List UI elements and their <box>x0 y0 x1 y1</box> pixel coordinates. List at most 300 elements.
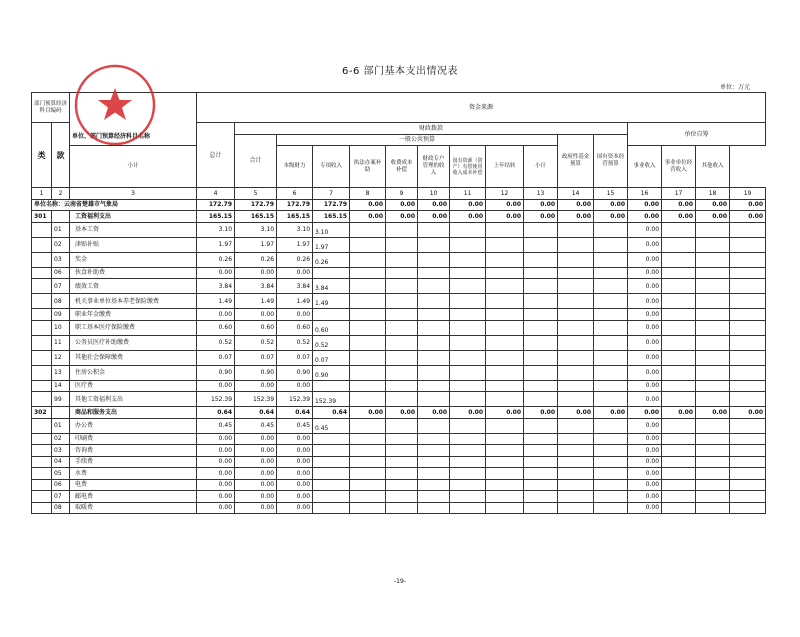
xiaoji-cell: 0.60 <box>277 320 313 335</box>
self-cell <box>730 479 766 491</box>
benji-cell-value: 0.52 <box>315 341 329 349</box>
fiscal-cell <box>524 309 558 321</box>
table-row <box>32 252 766 267</box>
item-name-cell: 伙食补助费 <box>70 267 197 279</box>
fiscal-cell <box>386 392 418 407</box>
fiscal-cell: 0.00 <box>418 211 450 223</box>
self-cell: 0.00 <box>730 407 766 419</box>
class-code-cell <box>32 479 52 491</box>
heji-cell: 0.52 <box>235 335 277 350</box>
self-cell <box>696 365 730 380</box>
item-name-cell: 取暖费 <box>70 502 197 514</box>
xiaoji-cell: 0.26 <box>277 252 313 267</box>
column-number: 1 <box>32 188 52 200</box>
fiscal-cell <box>418 237 450 252</box>
fiscal-cell <box>594 365 628 380</box>
benji-cell <box>313 267 350 279</box>
fiscal-cell <box>450 252 486 267</box>
table-row <box>32 350 766 365</box>
fiscal-cell <box>524 320 558 335</box>
self-cell <box>662 392 696 407</box>
self-xiaoji-cell: 0.00 <box>628 320 662 335</box>
xiaoji-cell: 0.90 <box>277 365 313 380</box>
self-cell <box>730 222 766 237</box>
self-cell <box>730 320 766 335</box>
self-xiaoji-cell: 0.00 <box>628 491 662 503</box>
table-row <box>32 222 766 237</box>
class-code-cell <box>32 335 52 350</box>
fiscal-cell <box>524 294 558 309</box>
fiscal-cell <box>418 491 450 503</box>
xiaoji-cell: 0.00 <box>277 267 313 279</box>
fiscal-cell <box>418 335 450 350</box>
heji-cell: 1.97 <box>235 237 277 252</box>
fiscal-cell <box>450 279 486 294</box>
self-cell <box>662 294 696 309</box>
fiscal-cell <box>386 309 418 321</box>
self-cell <box>730 418 766 433</box>
fiscal-cell <box>594 418 628 433</box>
fiscal-cell: 0.00 <box>594 407 628 419</box>
self-cell <box>696 335 730 350</box>
fiscal-cell <box>486 433 524 445</box>
fiscal-cell <box>350 335 386 350</box>
self-cell <box>730 502 766 514</box>
benji-cell <box>313 456 350 468</box>
item-code-cell: 14 <box>52 380 70 392</box>
fiscal-cell <box>524 479 558 491</box>
self-xiaoji-cell: 0.00 <box>628 456 662 468</box>
total-cell: 0.00 <box>197 491 235 503</box>
table-row <box>32 294 766 309</box>
self-cell <box>730 252 766 267</box>
code-block-header: 部门预算经济科目编码 <box>32 93 70 123</box>
column-number: 10 <box>418 188 450 200</box>
fiscal-cell: 0.00 <box>486 407 524 419</box>
item-code-cell: 08 <box>52 502 70 514</box>
item-code-cell: 03 <box>52 445 70 457</box>
self-xiaoji-cell: 0.00 <box>628 479 662 491</box>
fiscal-cell <box>450 309 486 321</box>
fiscal-cell <box>450 237 486 252</box>
self-xiaoji-cell: 0.00 <box>628 222 662 237</box>
self-cell <box>696 279 730 294</box>
self-cell <box>662 468 696 480</box>
fiscal-cell <box>558 222 594 237</box>
fiscal-cell <box>350 491 386 503</box>
fiscal-cell <box>558 320 594 335</box>
benji-cell <box>313 237 350 252</box>
self-cell <box>662 456 696 468</box>
fiscal-cell <box>450 456 486 468</box>
self-cell <box>696 502 730 514</box>
fiscal-cell <box>450 502 486 514</box>
fiscal-cell <box>350 418 386 433</box>
fiscal-cell <box>524 365 558 380</box>
item-code-cell: 05 <box>52 468 70 480</box>
self-cell <box>696 320 730 335</box>
funding-source-header: 资金来源 <box>197 93 766 123</box>
item-code-cell: 01 <box>52 222 70 237</box>
fiscal-cell <box>594 380 628 392</box>
benji-cell <box>313 365 350 380</box>
fiscal-cell <box>594 294 628 309</box>
col-state-capital-header: 国有资本经营预算 <box>594 134 628 188</box>
self-cell <box>730 267 766 279</box>
total-cell: 3.84 <box>197 279 235 294</box>
class-code-cell <box>32 433 52 445</box>
self-cell <box>662 502 696 514</box>
class-code-cell <box>32 418 52 433</box>
fiscal-cell: 0.00 <box>418 407 450 419</box>
self-cell <box>662 479 696 491</box>
fiscal-cell <box>450 350 486 365</box>
benji-cell <box>313 392 350 407</box>
fiscal-cell <box>450 418 486 433</box>
total-cell: 0.00 <box>197 445 235 457</box>
xiaoji-cell: 0.00 <box>277 380 313 392</box>
self-cell <box>696 309 730 321</box>
total-cell: 172.79 <box>197 199 235 211</box>
fiscal-cell <box>450 468 486 480</box>
table-row <box>32 199 766 211</box>
total-cell: 0.64 <box>197 407 235 419</box>
item-name-cell: 办公费 <box>70 418 197 433</box>
total-cell: 0.00 <box>197 380 235 392</box>
item-name-cell: 职工基本医疗保险缴费 <box>70 320 197 335</box>
self-cell <box>662 491 696 503</box>
item-code-cell: 06 <box>52 479 70 491</box>
fiscal-cell <box>386 252 418 267</box>
fiscal-cell <box>486 418 524 433</box>
total-header: 总计 <box>197 123 235 188</box>
fiscal-cell <box>450 267 486 279</box>
item-name-cell: 商品和服务支出 <box>70 407 197 419</box>
col-self-xiaoji-header: 小计 <box>524 146 558 188</box>
self-xiaoji-cell: 0.00 <box>628 309 662 321</box>
page-number: -19- <box>394 578 406 585</box>
fiscal-cell: 0.00 <box>486 199 524 211</box>
column-number: 15 <box>594 188 628 200</box>
self-xiaoji-cell: 0.00 <box>628 267 662 279</box>
item-name-cell: 奖金 <box>70 252 197 267</box>
self-cell <box>730 468 766 480</box>
fiscal-cell: 0.00 <box>450 199 486 211</box>
self-cell <box>730 392 766 407</box>
fiscal-cell: 0.00 <box>524 407 558 419</box>
fiscal-cell <box>418 479 450 491</box>
fiscal-cell <box>486 468 524 480</box>
fiscal-cell <box>418 309 450 321</box>
benji-cell-value: 0.26 <box>315 258 329 266</box>
fiscal-cell <box>418 433 450 445</box>
column-number: 4 <box>197 188 235 200</box>
fiscal-cell <box>386 433 418 445</box>
fiscal-cell <box>558 491 594 503</box>
fiscal-cell <box>350 468 386 480</box>
table-row <box>32 237 766 252</box>
fiscal-cell <box>418 502 450 514</box>
fiscal-cell: 0.00 <box>350 199 386 211</box>
fiscal-cell <box>594 445 628 457</box>
fiscal-cell <box>386 279 418 294</box>
fiscal-cell <box>524 392 558 407</box>
self-xiaoji-cell: 0.00 <box>628 468 662 480</box>
self-xiaoji-cell: 0.00 <box>628 365 662 380</box>
general-budget-header: 一般公共预算 <box>277 134 558 146</box>
class-code-cell <box>32 491 52 503</box>
fiscal-cell <box>486 335 524 350</box>
xiaoji-cell: 172.79 <box>277 199 313 211</box>
name-col-header: 单位、部门预算经济科目名称 <box>70 93 197 146</box>
item-name-cell: 津贴补贴 <box>70 237 197 252</box>
class-code-cell <box>32 309 52 321</box>
fiscal-cell: 0.00 <box>350 211 386 223</box>
self-cell <box>662 350 696 365</box>
self-xiaoji-cell: 0.00 <box>628 445 662 457</box>
fiscal-cell <box>350 502 386 514</box>
fiscal-cell <box>524 237 558 252</box>
fiscal-cell <box>524 468 558 480</box>
total-cell: 0.00 <box>197 456 235 468</box>
heji-cell: 0.00 <box>235 502 277 514</box>
fiscal-cell <box>450 479 486 491</box>
benji-cell <box>313 222 350 237</box>
benji-cell-value: 0.90 <box>315 371 329 379</box>
fiscal-cell <box>350 294 386 309</box>
fiscal-cell <box>594 433 628 445</box>
fiscal-cell <box>486 502 524 514</box>
fiscal-cell <box>350 456 386 468</box>
table-row <box>32 418 766 433</box>
item-code-cell: 02 <box>52 237 70 252</box>
fiscal-cell: 0.00 <box>450 211 486 223</box>
column-number: 18 <box>696 188 730 200</box>
fiscal-cell <box>524 252 558 267</box>
heji-cell: 172.79 <box>235 199 277 211</box>
fiscal-cell <box>450 392 486 407</box>
xiaoji-cell: 3.10 <box>277 222 313 237</box>
item-code-cell: 03 <box>52 252 70 267</box>
fiscal-cell <box>524 222 558 237</box>
benji-cell <box>313 380 350 392</box>
column-number: 14 <box>558 188 594 200</box>
benji-cell <box>313 320 350 335</box>
self-xiaoji-cell: 0.00 <box>628 279 662 294</box>
benji-cell <box>313 294 350 309</box>
heji-cell: 0.60 <box>235 320 277 335</box>
fiscal-cell <box>350 237 386 252</box>
item-name-cell: 咨询费 <box>70 445 197 457</box>
fiscal-cell <box>524 433 558 445</box>
item-name-cell: 住房公积金 <box>70 365 197 380</box>
item-name-cell: 手续费 <box>70 456 197 468</box>
self-cell: 0.00 <box>628 407 662 419</box>
fiscal-cell <box>350 267 386 279</box>
self-cell <box>662 252 696 267</box>
self-cell <box>730 237 766 252</box>
fiscal-cell <box>418 294 450 309</box>
column-number: 19 <box>730 188 766 200</box>
benji-cell-value: 0.60 <box>315 326 329 334</box>
total-cell: 1.49 <box>197 294 235 309</box>
fiscal-cell <box>486 252 524 267</box>
heji-cell: 3.84 <box>235 279 277 294</box>
fiscal-cell <box>486 491 524 503</box>
fiscal-header: 财政拨款 <box>235 123 628 135</box>
col-qita-header: 其他收入 <box>696 146 730 188</box>
fiscal-cell <box>524 380 558 392</box>
item-code-cell: 10 <box>52 320 70 335</box>
fiscal-cell <box>386 445 418 457</box>
heji-cell: 0.90 <box>235 365 277 380</box>
self-cell <box>730 380 766 392</box>
fiscal-cell <box>386 320 418 335</box>
total-cell: 0.90 <box>197 365 235 380</box>
xiaoji-cell: 152.39 <box>277 392 313 407</box>
column-number: 2 <box>52 188 70 200</box>
heji-cell: 0.00 <box>235 267 277 279</box>
fiscal-cell <box>418 279 450 294</box>
item-name-cell: 电费 <box>70 479 197 491</box>
col-heji-header: 合计 <box>235 134 277 188</box>
self-cell <box>662 335 696 350</box>
item-code-cell: 13 <box>52 365 70 380</box>
item-name-cell: 基本工资 <box>70 222 197 237</box>
total-cell: 152.39 <box>197 392 235 407</box>
fiscal-cell <box>524 445 558 457</box>
fiscal-cell <box>558 456 594 468</box>
fiscal-cell: 0.00 <box>594 211 628 223</box>
fiscal-cell: 0.00 <box>558 199 594 211</box>
column-number: 6 <box>277 188 313 200</box>
fiscal-cell <box>386 456 418 468</box>
fiscal-cell <box>558 365 594 380</box>
fiscal-cell <box>486 279 524 294</box>
fiscal-cell <box>350 350 386 365</box>
benji-cell: 165.15 <box>313 211 350 223</box>
fiscal-cell <box>558 468 594 480</box>
fiscal-cell <box>350 445 386 457</box>
fiscal-cell <box>486 350 524 365</box>
item-name-cell: 其他工资福利支出 <box>70 392 197 407</box>
total-cell: 0.00 <box>197 433 235 445</box>
xiaoji-cell: 3.84 <box>277 279 313 294</box>
xiaoji-cell: 0.00 <box>277 491 313 503</box>
fiscal-cell <box>486 365 524 380</box>
self-cell <box>730 350 766 365</box>
table-row <box>32 433 766 445</box>
fiscal-cell <box>386 365 418 380</box>
fiscal-cell <box>386 294 418 309</box>
self-cell <box>662 433 696 445</box>
item-code-cell <box>52 407 70 419</box>
table-row <box>32 392 766 407</box>
total-cell: 0.00 <box>197 267 235 279</box>
fiscal-cell <box>594 392 628 407</box>
class-code-cell <box>32 392 52 407</box>
fiscal-cell <box>524 267 558 279</box>
item-code-cell: 11 <box>52 335 70 350</box>
fiscal-cell <box>594 252 628 267</box>
xiaoji-cell: 0.07 <box>277 350 313 365</box>
self-cell: 0.00 <box>696 199 730 211</box>
total-cell: 0.00 <box>197 479 235 491</box>
expenditure-table <box>31 92 766 514</box>
fiscal-cell <box>450 491 486 503</box>
fiscal-cell <box>350 380 386 392</box>
xiaoji-cell: 0.00 <box>277 445 313 457</box>
fiscal-cell <box>524 350 558 365</box>
fiscal-cell <box>450 365 486 380</box>
heji-cell: 0.00 <box>235 309 277 321</box>
item-code-cell: 02 <box>52 433 70 445</box>
total-cell: 0.00 <box>197 468 235 480</box>
item-code-cell: 99 <box>52 392 70 407</box>
fiscal-cell <box>386 222 418 237</box>
self-cell <box>662 365 696 380</box>
benji-cell-value: 1.49 <box>315 300 329 307</box>
fiscal-cell <box>418 365 450 380</box>
table-row <box>32 468 766 480</box>
benji-cell-value: 152.39 <box>315 398 337 405</box>
col-xiaoji-header: 小计 <box>70 146 197 188</box>
self-cell <box>662 267 696 279</box>
fiscal-cell <box>486 294 524 309</box>
self-xiaoji-cell: 0.00 <box>628 335 662 350</box>
item-code-cell: 01 <box>52 418 70 433</box>
xiaoji-cell: 0.00 <box>277 468 313 480</box>
page-title: 6-6 部门基本支出情况表 <box>341 66 458 77</box>
self-cell <box>696 222 730 237</box>
fiscal-cell <box>418 392 450 407</box>
xiaoji-cell: 0.00 <box>277 309 313 321</box>
fiscal-cell <box>594 222 628 237</box>
self-cell: 0.00 <box>662 407 696 419</box>
fiscal-cell <box>594 468 628 480</box>
table-row <box>32 365 766 380</box>
self-cell: 0.00 <box>662 211 696 223</box>
fiscal-cell <box>558 502 594 514</box>
fiscal-cell <box>486 479 524 491</box>
self-cell: 0.00 <box>730 199 766 211</box>
heji-cell: 165.15 <box>235 211 277 223</box>
fiscal-cell <box>558 433 594 445</box>
column-number: 7 <box>313 188 350 200</box>
fiscal-cell <box>486 237 524 252</box>
xiaoji-cell: 0.45 <box>277 418 313 433</box>
fiscal-cell <box>524 491 558 503</box>
heji-cell: 0.00 <box>235 479 277 491</box>
fiscal-cell <box>486 392 524 407</box>
benji-cell <box>313 502 350 514</box>
table-row <box>32 267 766 279</box>
item-name-cell: 水费 <box>70 468 197 480</box>
benji-cell <box>313 279 350 294</box>
self-xiaoji-cell: 0.00 <box>628 502 662 514</box>
heji-cell: 152.39 <box>235 392 277 407</box>
item-name-cell: 绩效工资 <box>70 279 197 294</box>
fiscal-cell: 0.00 <box>386 199 418 211</box>
fiscal-cell <box>418 252 450 267</box>
self-cell <box>696 252 730 267</box>
item-name-cell: 邮电费 <box>70 491 197 503</box>
self-cell <box>696 267 730 279</box>
fiscal-cell: 0.00 <box>386 211 418 223</box>
fiscal-cell <box>418 418 450 433</box>
column-number: 16 <box>628 188 662 200</box>
item-name-cell: 印刷费 <box>70 433 197 445</box>
